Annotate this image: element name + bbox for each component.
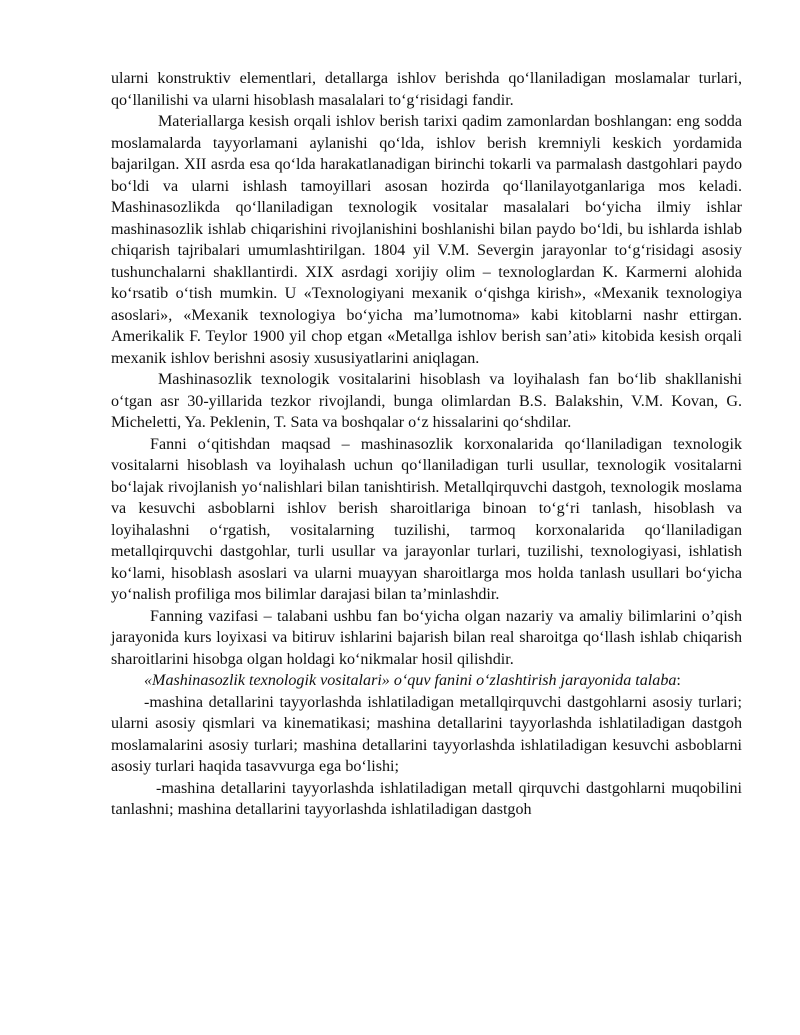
- course-intro-italic: «Mashinasozlik texnologik vositalari» o‘quv fanini o‘zlashtirish jarayonida talaba: [144, 672, 677, 689]
- paragraph-formation: Mashinasozlik texnologik vositalarini hisoblash va loyihalash fan bo‘lib shakllanishi o‘tgan asr 30-yillarida tezkor rivojlandi, bunga olimlardan B.S. Balakshin, V.M. Kovan, G. Micheletti, Ya. Peklenin, T. Sata va boshqalar o‘z hissalarini qo‘shdilar.: [111, 371, 742, 431]
- paragraph-course-intro: [111, 670, 742, 692]
- paragraph-continuation: ularni konstruktiv elementlari, detallarga ishlov berishda qo‘llaniladigan moslamalar turlari, qo‘llanilishi va ularni hisoblash masalalari to‘g‘risidagi fandir.: [111, 70, 742, 109]
- course-intro-colon: :: [676, 672, 681, 689]
- document-page: [111, 68, 742, 821]
- paragraph-task: Fanning vazifasi – talabani ushbu fan bo‘yicha olgan nazariy va amaliy bilimlarini o’qish jarayonida kurs loyixasi va bitiruv ishlarini bajarish bilan real sharoitga qo‘llash ishlab chiqarish sharoitlarini hisobga olgan holdagi ko‘nikmalar hosil qilishdir.: [111, 607, 742, 668]
- paragraph-history: Materiallarga kesish orqali ishlov berish tarixi qadim zamonlardan boshlangan: eng sodda moslamalarda tayyorlamani aylanishi qo‘lda, ishlov berish kremniyli keskich yordamida bajarilgan. XII asrda esa qo‘lda harakatlanadigan birinchi tokarli va parmalash dastgohlari paydo bo‘ldi va ularni ishlash tamoyillari asosan hozirda qo‘llanilayotganlariga mos keladi. Mashinasozlikda qo‘llaniladigan texnologik vositalar masalalari bo‘yicha ilmiy ishlar mashinasozlik ishlab chiqarishini rivojlanishini boshlanishi bilan paydo bo‘ldi, bu ishlarda ishlab chiqarish tajribalari umumlashtirilgan. 1804 yil V.M. Severgin jarayonlar to‘g‘risidagi asosiy tushunchalarni shakllantirdi. XIX asrdagi xorijiy olim – texnologlardan K. Karmerni alohida ko‘rsatib o‘tish mumkin. U «Texnologiyani mexanik o‘qishga kirish», «Mexanik texnologiya asoslari», «Mexanik texnologiya bo‘yicha ma’lumotnoma» kabi kitoblarni nashr ettirgan. Amerikalik F. Teylor 1900 yil chop etgan «Metallga ishlov berish san’ati» kitobida kesish orqali mexanik ishlov berishni asosiy xususiyatlarini aniqlagan.: [111, 113, 742, 367]
- paragraph-list-item-2: -mashina detallarini tayyorlashda ishlatiladigan metall qirquvchi dastgohlarni muqobilini tanlashni; mashina detallarini tayyorlashda ishlatiladigan dastgoh: [111, 779, 742, 818]
- paragraph-list-item-1: -mashina detallarini tayyorlashda ishlatiladigan metallqirquvchi dastgohlarni asosiy turlari; ularni asosiy qismlari va kinematikasi; mashina detallarini tayyorlashda ishlatiladigan dastgoh moslamalarini asosiy turlari; mashina detallarini tayyorlashda ishlatiladigan kesuvchi asboblarni asosiy turlari haqida tasavvurga ega bo‘lishi;: [111, 693, 742, 775]
- paragraph-goal: Fanni o‘qitishdan maqsad – mashinasozlik korxonalarida qo‘llaniladigan texnologik vositalarni hisoblash va loyihalash uchun qo‘llaniladigan turli usullar, texnologik vositalarni bo‘lajak rivojlanish yo‘nalishlari bilan tanishtirish. Metallqirquvchi dastgoh, texnologik moslama va kesuvchi asboblarni ishlov berish sharoitlariga binoan to‘g‘ri tanlash, hisoblash va loyihalashni o‘rgatish, vositalarning tuzilishi, tarmoq korxonalarida qo‘llaniladigan metallqirquvchi dastgohlar, turli usullar va jarayonlar turlari, tuzilishi, texnologiyasi, ishlatish ko‘lami, hisoblash asoslari va ularni muayyan sharoitlarga mos holda tanlash usullari bo‘yicha yo‘nalish profiliga mos bilimlar darajasi bilan ta’minlashdir.: [111, 435, 742, 603]
